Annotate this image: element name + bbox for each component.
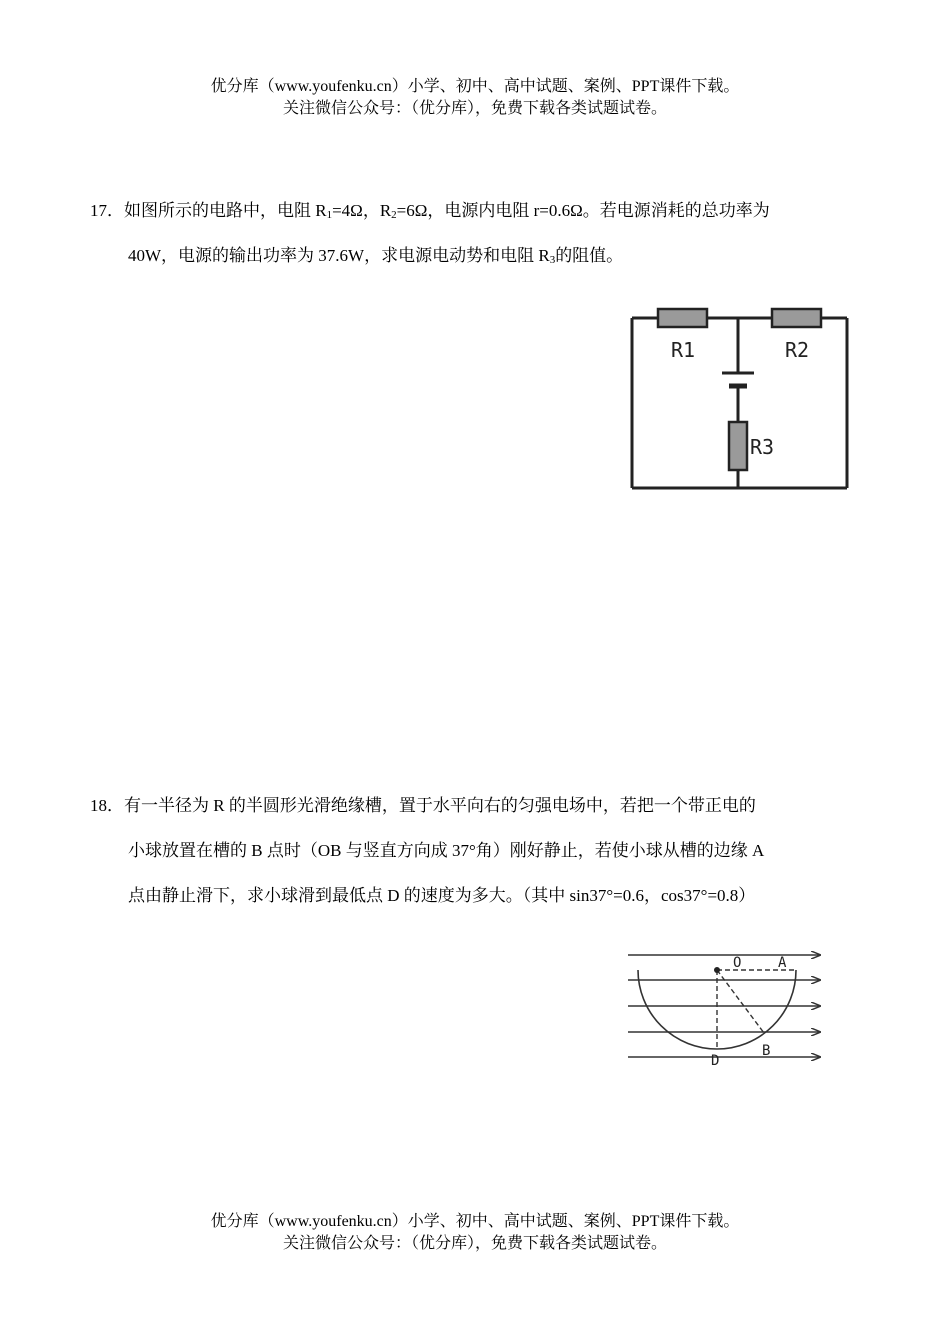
q17-sub-3: 3 — [549, 254, 556, 266]
page-header — [0, 76, 950, 120]
header-line-2: 关注微信公众号：（优分库），免费下载各类试题试卷。 — [282, 100, 667, 117]
label-r2: R2 — [785, 338, 810, 362]
label-b: B — [762, 1043, 771, 1059]
resistor-r2 — [772, 309, 821, 327]
header-line-1: 优分库（www.youfenku.cn）小学、初中、高中试题、案例、PPT课件下载。 — [210, 78, 740, 95]
page-footer — [0, 1211, 950, 1255]
q17-text-c: =6Ω，电源内电阻 r=0.6Ω。若电源消耗的总功率为 — [396, 201, 770, 220]
field-diagram — [620, 940, 830, 1075]
q18-line-2: 小球放置在槽的 B 点时（OB 与竖直方向成 37°角）刚好静止，若使小球从槽的边缘 A — [128, 841, 765, 860]
resistor-r1 — [658, 309, 707, 327]
q18-text-1: 有一半径为 R 的半圆形光滑绝缘槽，置于水平向右的匀强电场中，若把一个带正电的 — [124, 796, 756, 815]
label-d: D — [711, 1053, 720, 1069]
q17-text-e: 的阻值。 — [555, 246, 624, 265]
q17-line-1 — [90, 188, 865, 233]
footer-line-2: 关注微信公众号：（优分库），免费下载各类试题试卷。 — [282, 1235, 667, 1252]
q17-text-b: =4Ω，R — [332, 201, 392, 220]
q18-line-1 — [90, 783, 865, 828]
resistor-r3 — [729, 422, 747, 470]
question-17 — [90, 188, 865, 278]
label-r1: R1 — [671, 338, 696, 362]
q17-sub-2: 2 — [391, 209, 397, 221]
circuit-diagram — [625, 300, 855, 495]
label-o: O — [733, 955, 742, 971]
q17-text-a: 如图所示的电路中，电阻 R — [124, 201, 327, 220]
q18-number: 18． — [90, 796, 124, 815]
label-a: A — [778, 955, 787, 971]
q17-text-d: 40W，电源的输出功率为 37.6W，求电源电动势和电阻 R — [128, 246, 550, 265]
label-r3: R3 — [750, 435, 775, 459]
q17-line-2 — [90, 233, 865, 278]
q18-line-3: 点由静止滑下，求小球滑到最低点 D 的速度为多大。（其中 sin37°=0.6，cos37°=0.8） — [128, 886, 756, 905]
question-18 — [90, 783, 865, 918]
q17-number: 17． — [90, 201, 124, 220]
center-point-o — [714, 967, 720, 973]
footer-line-1: 优分库（www.youfenku.cn）小学、初中、高中试题、案例、PPT课件下载。 — [210, 1213, 740, 1230]
q17-sub-1: 1 — [326, 209, 333, 221]
